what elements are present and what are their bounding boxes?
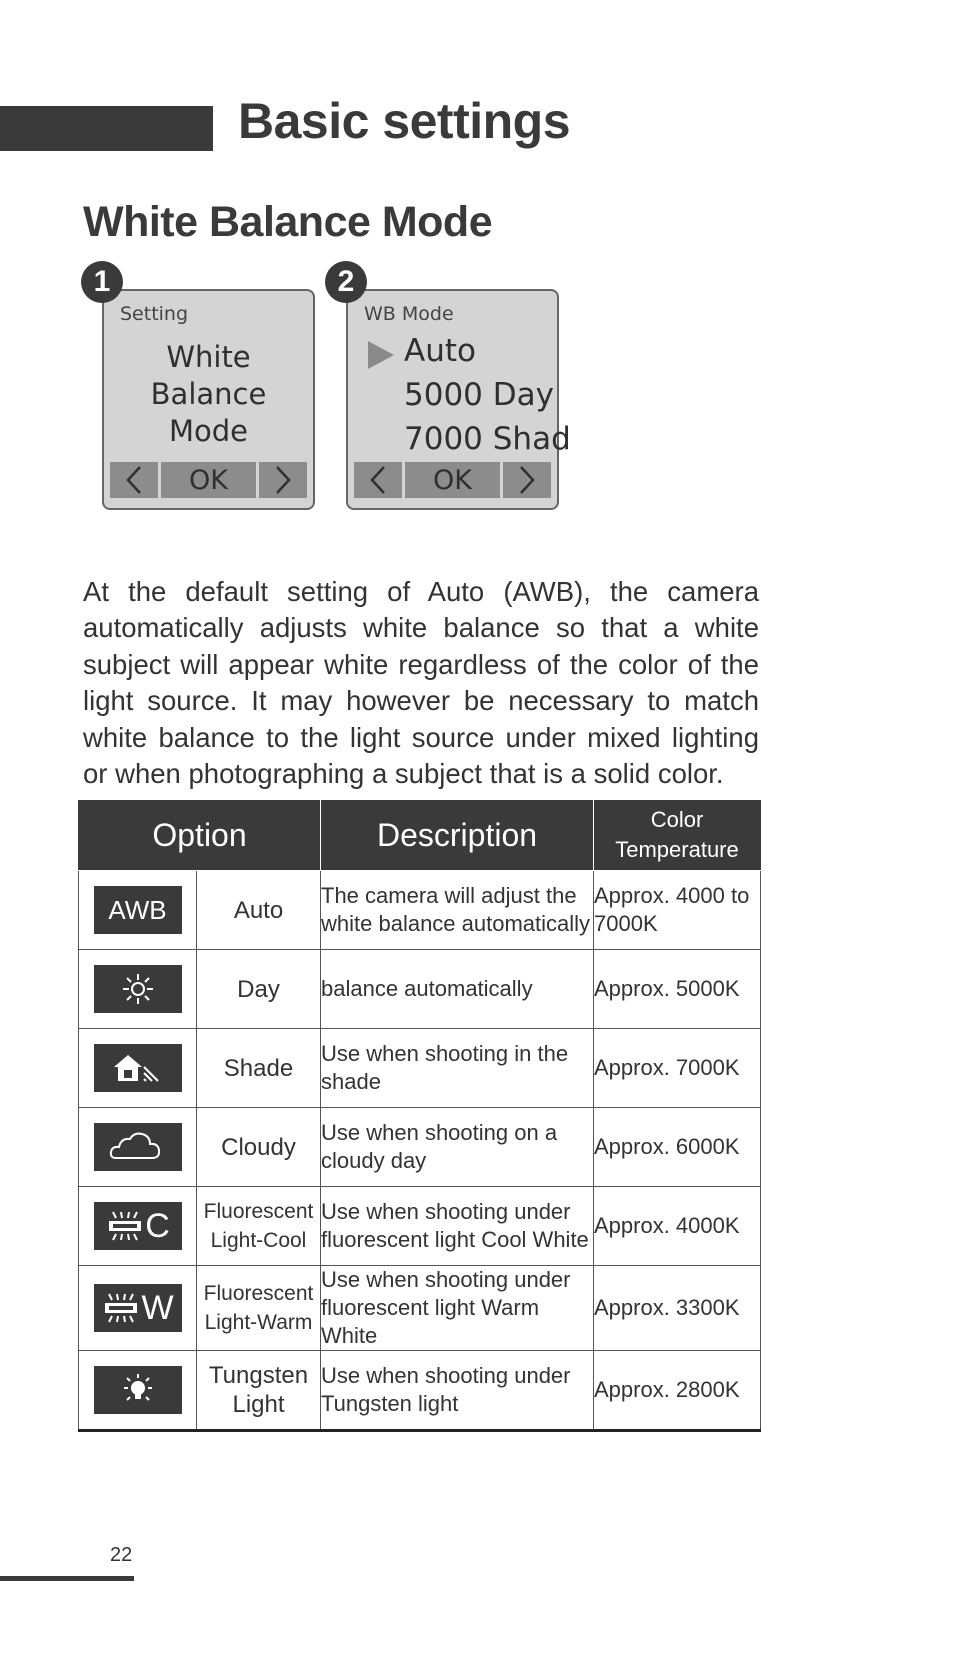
wb-mode-list bbox=[404, 329, 571, 461]
sun-icon bbox=[94, 965, 182, 1013]
bulb-glyph bbox=[121, 1373, 155, 1407]
table-row bbox=[79, 950, 761, 1029]
icon-cell bbox=[79, 1187, 197, 1266]
header-description: Description bbox=[321, 800, 594, 871]
step-badge-2: 2 bbox=[325, 261, 367, 303]
chevron-right-icon bbox=[272, 465, 294, 495]
option-description: Use when shooting under fluorescent light Cool White bbox=[321, 1187, 594, 1266]
icon-cell bbox=[79, 1029, 197, 1108]
header-bar bbox=[0, 106, 213, 151]
option-description: The camera will adjust the white balance automatically bbox=[321, 871, 594, 950]
right-arrow-button[interactable] bbox=[259, 462, 307, 498]
intro-paragraph: At the default setting of Auto (AWB), the camera automatically adjusts white balance so that a white subject will appear white regardless of the color of the light source. It may however be necessary to match white balance to the light source under mixed lighting or when photographing a subject that is a solid color. bbox=[83, 575, 759, 789]
option-temperature: Approx. 4000K bbox=[594, 1187, 761, 1266]
option-name: Day bbox=[197, 950, 321, 1029]
fluorescent-tube-glyph bbox=[105, 1209, 145, 1243]
chevron-left-icon bbox=[123, 465, 145, 495]
selection-triangle-icon bbox=[366, 339, 396, 371]
page-title: Basic settings bbox=[238, 93, 571, 149]
ok-button[interactable]: OK bbox=[405, 462, 500, 498]
awb-icon: AWB bbox=[94, 886, 182, 934]
screen-line: Balance bbox=[150, 377, 267, 411]
table-row bbox=[79, 1108, 761, 1187]
wb-mode-item[interactable]: 7000 Shad bbox=[404, 421, 571, 457]
header-temp-line: Temperature bbox=[615, 837, 739, 862]
screen-line: White bbox=[166, 340, 251, 374]
screen-line: Mode bbox=[168, 414, 248, 448]
chevron-right-icon bbox=[516, 465, 538, 495]
white-balance-table bbox=[78, 800, 761, 1432]
option-name: Fluorescent Light-Warm bbox=[197, 1266, 321, 1351]
option-name: Shade bbox=[197, 1029, 321, 1108]
header-color-temperature bbox=[594, 800, 761, 871]
screen-caption: Setting bbox=[120, 303, 189, 325]
option-description: Use when shooting in the shade bbox=[321, 1029, 594, 1108]
option-temperature: Approx. 3300K bbox=[594, 1266, 761, 1351]
fluorescent-suffix: W bbox=[141, 1288, 174, 1327]
section-title: White Balance Mode bbox=[83, 198, 493, 246]
ok-button[interactable]: OK bbox=[161, 462, 256, 498]
header-temp-line: Color bbox=[650, 807, 704, 832]
option-description: Use when shooting on a cloudy day bbox=[321, 1108, 594, 1187]
header-option: Option bbox=[79, 800, 321, 871]
step1-screen bbox=[102, 289, 315, 510]
fluorescent-suffix: C bbox=[145, 1206, 170, 1245]
cloud-glyph bbox=[108, 1130, 168, 1164]
icon-cell bbox=[79, 1351, 197, 1431]
screen-nav-bar bbox=[110, 462, 307, 498]
option-name: Cloudy bbox=[197, 1108, 321, 1187]
option-temperature: Approx. 4000 to 7000K bbox=[594, 871, 761, 950]
step-badge-1: 1 bbox=[81, 261, 123, 303]
icon-cell bbox=[79, 1108, 197, 1187]
option-name: Auto bbox=[197, 871, 321, 950]
table-row bbox=[79, 1266, 761, 1351]
screen-menu-text bbox=[104, 339, 313, 450]
option-description: balance automatically bbox=[321, 950, 594, 1029]
footer-bar bbox=[0, 1576, 134, 1581]
icon-cell bbox=[79, 1266, 197, 1351]
left-arrow-button[interactable] bbox=[110, 462, 158, 498]
option-description: Use when shooting under fluorescent light Warm White bbox=[321, 1266, 594, 1351]
page-number: 22 bbox=[110, 1544, 133, 1566]
screen-nav-bar bbox=[354, 462, 551, 498]
table-header-row bbox=[79, 800, 761, 871]
option-description: Use when shooting under Tungsten light bbox=[321, 1351, 594, 1431]
right-arrow-button[interactable] bbox=[503, 462, 551, 498]
sun-glyph bbox=[121, 972, 155, 1006]
icon-cell bbox=[79, 950, 197, 1029]
fluorescent-tube-glyph bbox=[101, 1291, 141, 1325]
table-row bbox=[79, 871, 761, 950]
step2-screen bbox=[346, 289, 571, 510]
cloud-icon bbox=[94, 1123, 182, 1171]
left-arrow-button[interactable] bbox=[354, 462, 402, 498]
table-row bbox=[79, 1029, 761, 1108]
chevron-left-icon bbox=[367, 465, 389, 495]
option-temperature: Approx. 2800K bbox=[594, 1351, 761, 1431]
option-temperature: Approx. 7000K bbox=[594, 1029, 761, 1108]
table-row bbox=[79, 1351, 761, 1431]
wb-mode-item[interactable]: Auto bbox=[404, 333, 476, 369]
shade-icon bbox=[94, 1044, 182, 1092]
fluorescent-cool-icon bbox=[94, 1202, 182, 1250]
wb-mode-item[interactable]: 5000 Day bbox=[404, 377, 554, 413]
option-temperature: Approx. 6000K bbox=[594, 1108, 761, 1187]
option-name: Fluorescent Light-Cool bbox=[197, 1187, 321, 1266]
fluorescent-warm-icon bbox=[94, 1284, 182, 1332]
icon-cell bbox=[79, 871, 197, 950]
tungsten-icon bbox=[94, 1366, 182, 1414]
option-temperature: Approx. 5000K bbox=[594, 950, 761, 1029]
house-shade-glyph bbox=[110, 1051, 166, 1085]
option-name: Tungsten Light bbox=[197, 1351, 321, 1431]
table-row bbox=[79, 1187, 761, 1266]
screen-caption: WB Mode bbox=[364, 303, 454, 325]
